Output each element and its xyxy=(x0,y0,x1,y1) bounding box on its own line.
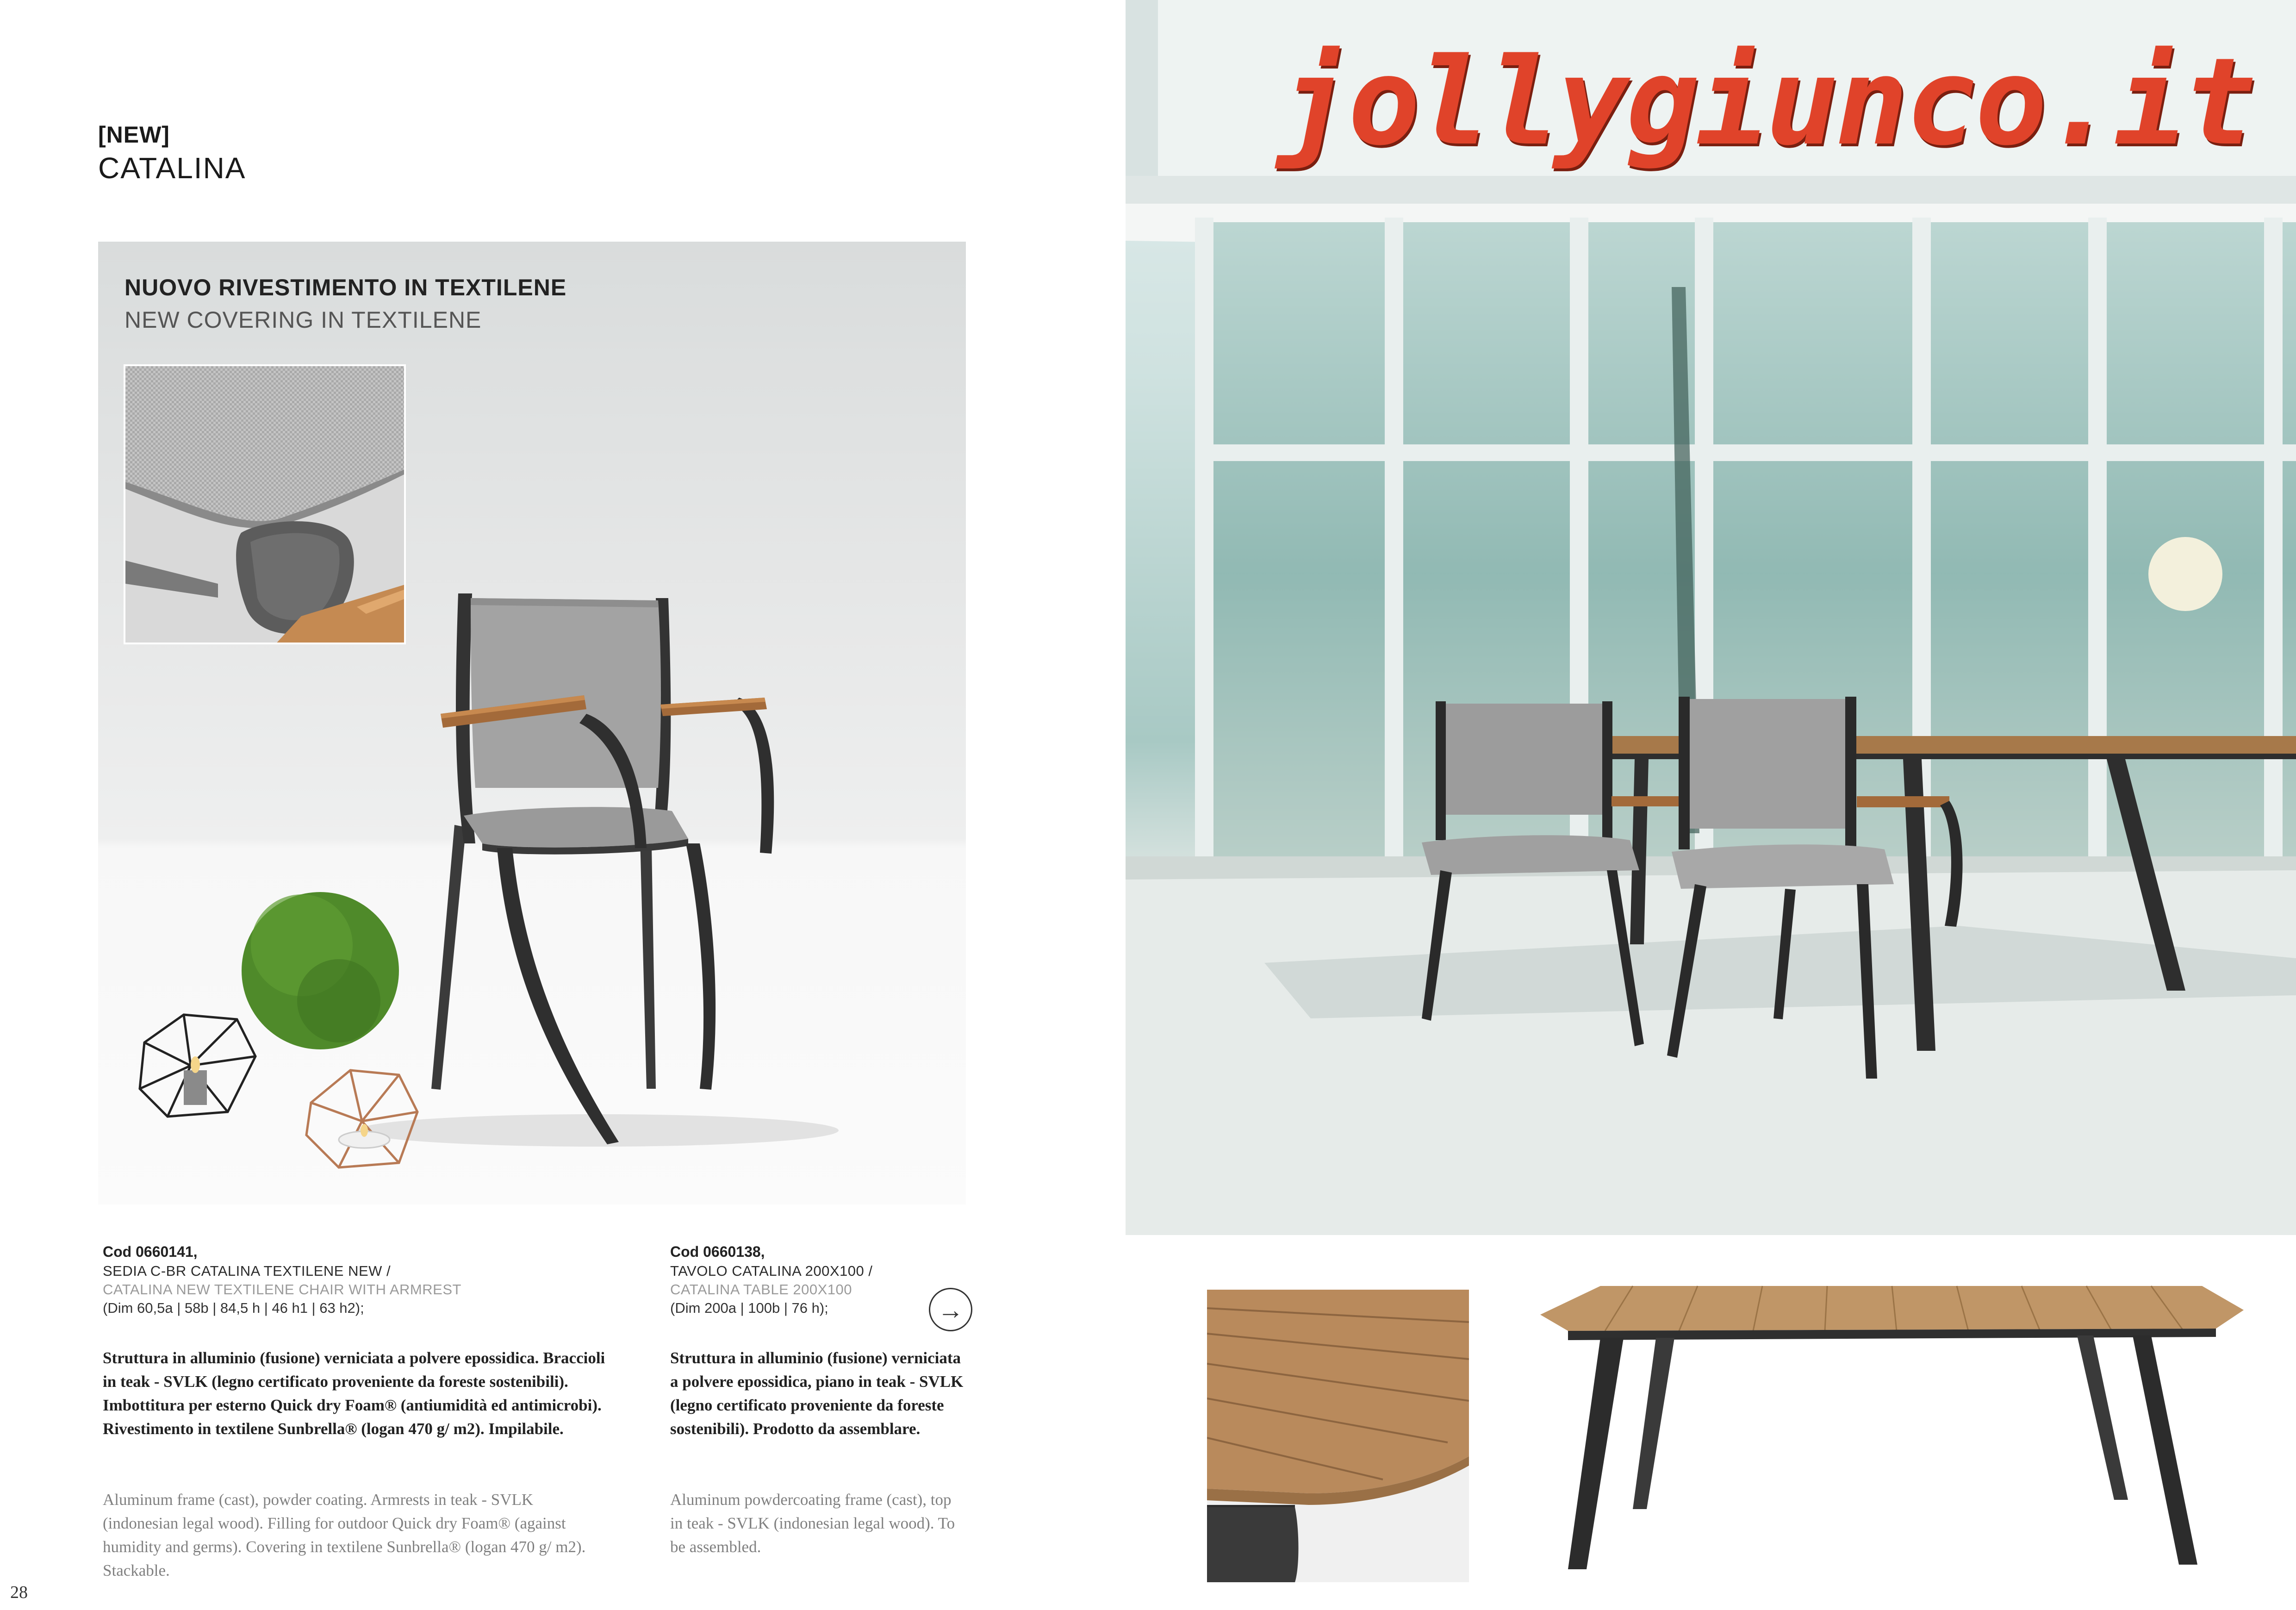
teak-corner-illustration xyxy=(1207,1290,1469,1582)
table-code: Cod 0660138, xyxy=(670,1243,765,1260)
new-tag: [NEW] xyxy=(98,122,170,148)
catalina-table-illustration xyxy=(1531,1278,2253,1583)
catalina-table-photo xyxy=(1531,1278,2253,1583)
chair-name-en: CATALINA NEW TEXTILENE CHAIR WITH ARMREST xyxy=(103,1281,461,1298)
table-dimensions: (Dim 200a | 100b | 76 h); xyxy=(670,1300,828,1316)
table-description-en: Aluminum powdercoating frame (cast), top in teak - SVLK (indonesian legal wood). To be assembled. xyxy=(670,1491,955,1556)
table-name-en: CATALINA TABLE 200X100 xyxy=(670,1281,852,1298)
terrace-scene-illustration xyxy=(1126,0,2296,1235)
chair-description-it: Struttura in alluminio (fusione) verniciata a polvere epossidica. Braccioli in teak - SVLK (legno certificato proveniente da foreste sostenibili). Imbottitura per esterno Quick dry Foam® (antiumidità ed antimicrobi). Rivestimento in textilene Sunbrella® (logan 470 g/ m2). Impilabile. xyxy=(103,1349,605,1438)
table-description-it: Struttura in alluminio (fusione) verniciata a polvere epossidica, piano in teak - SVLK (legno certificato proveniente da foreste sostenibili). Prodotto da assemblare. xyxy=(670,1349,964,1438)
teak-corner-photo xyxy=(1207,1290,1469,1582)
hero-heading: NUOVO RIVESTIMENTO IN TEXTILENE xyxy=(124,275,567,300)
page-title: CATALINA xyxy=(98,151,246,185)
lifestyle-photo xyxy=(1126,0,2296,1235)
chair-code: Cod 0660141, xyxy=(103,1243,198,1260)
hero-chair-photo xyxy=(98,242,966,1204)
next-page-button[interactable] xyxy=(929,1288,972,1331)
chair-dimensions: (Dim 60,5a | 58b | 84,5 h | 46 h1 | 63 h2); xyxy=(103,1300,364,1316)
chair-description-en: Aluminum frame (cast), powder coating. Armrests in teak - SVLK (indonesian legal wood). Filling for outdoor Quick dry Foam® (against humidity and germs). Covering in textilene Sunbrella® (logan 470 g/ m2). Stackable. xyxy=(103,1491,586,1579)
arrow-right-icon: → xyxy=(938,1295,964,1324)
hero-subheading: NEW COVERING IN TEXTILENE xyxy=(124,307,482,333)
page-number: 28 xyxy=(10,1583,28,1602)
catalina-chair-illustration xyxy=(98,242,966,1204)
watermark-logo: jollygiunco.it xyxy=(1278,32,2254,172)
table-name-it: TAVOLO CATALINA 200X100 / xyxy=(670,1263,873,1279)
chair-name-it: SEDIA C-BR CATALINA TEXTILENE NEW / xyxy=(103,1263,391,1279)
